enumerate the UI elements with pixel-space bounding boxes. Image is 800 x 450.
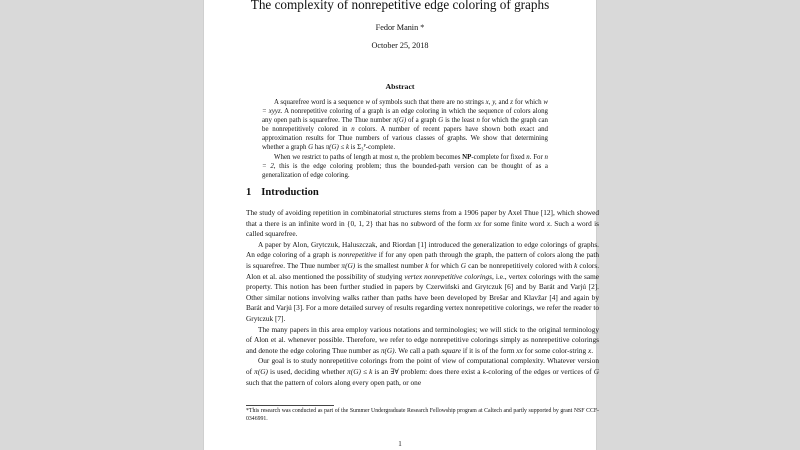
text-run: colors. A number of recent papers have shown both exact and approximation results for Thue numbers of various classes of graphs. We show that determining whether a graph xyxy=(262,126,548,152)
text-run: x xyxy=(546,218,551,228)
text-run: x xyxy=(587,345,592,355)
text-run: can be nonrepetitively colored with xyxy=(466,260,575,270)
text-run: k xyxy=(482,366,486,376)
text-run: is the least xyxy=(443,117,477,125)
text-run: of symbols such that there are no strings xyxy=(369,99,486,106)
text-run: if it is of the form xyxy=(461,345,517,355)
text-run: , the problem becomes xyxy=(397,153,463,161)
text-run: colors. Alon et al. also mentioned the possibility of studying xyxy=(246,260,600,281)
footnote: *This research was conducted as part of the Summer Undergraduate Research Fellowship program at Caltech and partly supported by grant NSF CCF-0346991. xyxy=(246,408,599,423)
text-run: π(G) xyxy=(341,260,356,270)
section-heading xyxy=(246,187,319,198)
text-run: A paper by Alon, Grytczuk, Haluszczak, and Riordan [1] introduced the generalization to edge colorings of graphs. An edge coloring of a graph is xyxy=(246,239,599,260)
text-run: G xyxy=(593,366,599,376)
text-run: A squarefree word is a sequence xyxy=(274,99,366,106)
text-run: Our goal is to study nonrepetitive colorings from the point of view of computational complexity. Whatever version of xyxy=(246,356,599,376)
text-run: π(G) xyxy=(254,366,268,376)
text-run: x, y, xyxy=(485,99,497,106)
text-run: square xyxy=(441,345,462,355)
abstract-paragraph xyxy=(262,153,548,180)
paper-page xyxy=(204,0,600,450)
text-run: , i.e., vertex colorings with the same property. This notion has been further studied in papers by Czerwiński and Grytczuk [6] and by Barát and Varjú [2]. Other similar notions involving walks rather than paths have been developed by Brešar and Klavžar [4] and again by Barát and Varjú [3]. For a more detailed survey of results regarding vertex nonrepetitive colorings, we refer the reader to Grytczuk [7]. xyxy=(246,271,600,323)
text-run: . A nonrepetitive coloring of a graph is an edge coloring in which the sequence of colors along any open path is squarefree. The Thue number xyxy=(262,108,548,125)
text-run: The many papers in this area employ various notations and terminologies; we will stick to the original terminology of Alon et al. whenever possible. Therefore, we refer to edge nonrepetitive colorings simply as nonrepetitive colorings and denote the edge coloring Thue number as xyxy=(246,324,599,355)
text-run: π(G) ≤ k xyxy=(347,366,373,376)
section-title: Introduction xyxy=(261,187,319,198)
text-run: nonrepetitive xyxy=(338,250,377,260)
body-paragraph xyxy=(246,240,599,325)
body-paragraph xyxy=(246,325,599,357)
text-run: vertex nonrepetitive colorings xyxy=(404,271,492,281)
text-run: k xyxy=(425,260,429,270)
text-run: . Such a word is called squarefree. xyxy=(246,218,599,239)
text-run: n xyxy=(476,117,480,125)
body-text xyxy=(246,208,599,388)
text-run: -coloring of the edges or vertices of xyxy=(485,366,594,376)
text-run: xx xyxy=(474,218,481,228)
body-paragraph xyxy=(246,208,599,240)
text-run: z xyxy=(510,99,513,106)
text-run: is an ∃∀ problem: does there exist a xyxy=(372,366,483,376)
text-run: for which xyxy=(512,99,544,106)
text-run: , this is the edge coloring problem; thus the bounded-path version can be thought of as a generalization of edge coloring. xyxy=(262,162,548,179)
text-run: xx xyxy=(516,345,523,355)
text-run: for which the graph can be nonrepetitively colored in xyxy=(262,117,548,134)
abstract-paragraph xyxy=(262,98,548,153)
footnote-rule xyxy=(246,405,334,406)
text-run: of a graph xyxy=(406,117,439,125)
body-paragraph xyxy=(246,356,599,388)
text-run: has xyxy=(313,144,326,152)
text-run: π(G) xyxy=(393,117,407,125)
text-run: π(G) xyxy=(380,345,395,355)
text-run: π(G) ≤ k xyxy=(325,144,350,152)
text-run: w = xyyz xyxy=(262,99,548,116)
text-run: . For xyxy=(529,153,545,161)
text-run: NP xyxy=(462,153,472,161)
section-number: 1 xyxy=(246,187,252,198)
text-run: is Σ₃ᴾ-complete. xyxy=(349,144,396,152)
text-run: for some color-string xyxy=(522,345,588,355)
text-run: When we restrict to paths of length at most xyxy=(274,153,395,161)
text-run: for some finite word xyxy=(480,218,547,228)
text-run: G xyxy=(308,144,314,152)
text-run: w xyxy=(365,99,370,106)
text-run: G xyxy=(438,117,444,125)
text-run: is the smallest number xyxy=(355,260,426,270)
text-run: and xyxy=(496,99,511,106)
text-run: G xyxy=(460,260,467,270)
paper-title: The complexity of nonrepetitive edge coloring of graphs xyxy=(250,0,550,12)
text-run: . xyxy=(591,345,594,355)
text-run: n xyxy=(351,126,355,134)
text-run: n xyxy=(526,153,530,161)
text-run: -complete for fixed xyxy=(471,153,527,161)
text-run: . We call a path xyxy=(394,345,442,355)
abstract-body xyxy=(262,98,548,180)
text-run: k xyxy=(574,260,578,270)
text-run: n = 2 xyxy=(262,153,548,170)
paper-author: Fedor Manin * xyxy=(375,23,425,32)
abstract-heading: Abstract xyxy=(385,82,415,91)
text-run: such that the pattern of colors along every open path, or one xyxy=(246,377,422,387)
text-run: if for any open path through the graph, the pattern of colors along the path is squarefree. The Thue number xyxy=(246,250,600,270)
paper-date: October 25, 2018 xyxy=(371,41,429,50)
text-run: is used, deciding whether xyxy=(267,366,348,376)
page-number: 1 xyxy=(398,440,402,448)
text-run: n xyxy=(394,153,398,161)
text-run: The study of avoiding repetition in combinatorial structures stems from a 1906 paper by Axel Thue [12], which showed that a there is an infinite word in {0, 1, 2} that has no subword of the form xyxy=(246,208,599,228)
text-run: for which xyxy=(428,260,461,270)
